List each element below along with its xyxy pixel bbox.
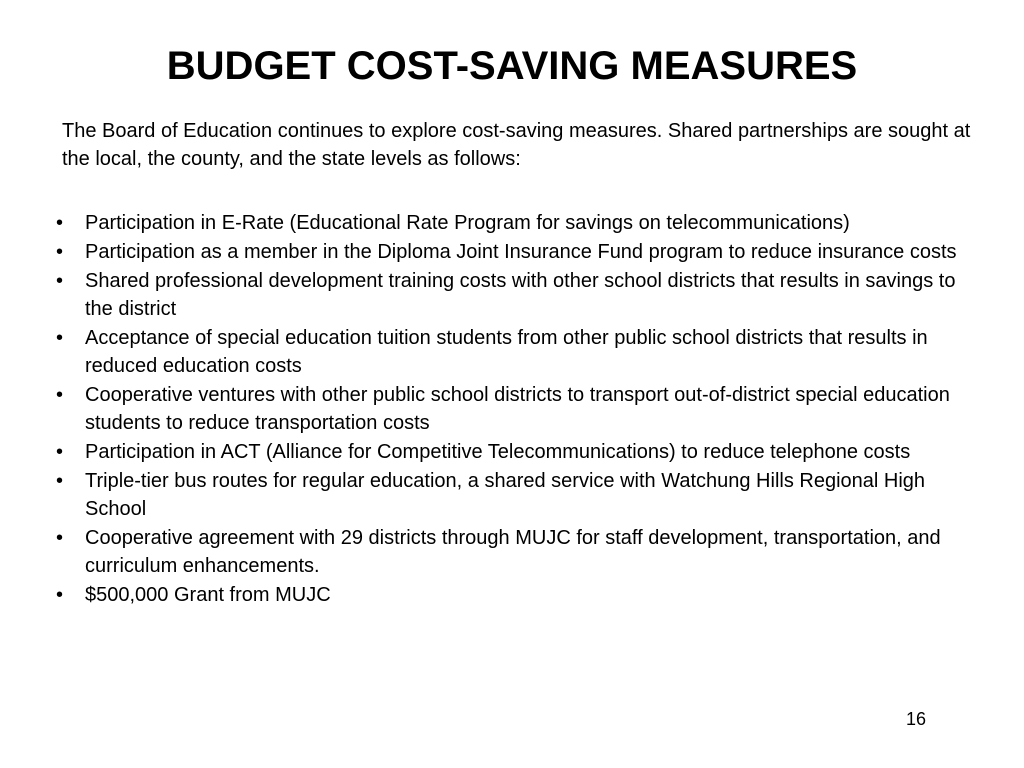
bullet-text: Acceptance of special education tuition students from other public school districts that results in reduced education costs [85, 327, 928, 377]
list-item [56, 381, 981, 437]
bullet-icon: • [56, 384, 64, 406]
bullet-text: Shared professional development training costs with other school districts that results in savings to the district [85, 270, 956, 320]
cost-saving-measures-list [56, 209, 981, 610]
bullet-text: Participation as a member in the Diploma Joint Insurance Fund program to reduce insurance costs [85, 241, 957, 263]
bullet-text: Triple-tier bus routes for regular education, a shared service with Watchung Hills Regional High School [85, 470, 926, 520]
bullet-text: Cooperative ventures with other public school districts to transport out-of-district special education students to reduce transportation costs [85, 384, 950, 434]
bullet-text: Participation in E-Rate (Educational Rate Program for savings on telecommunications) [85, 212, 850, 234]
list-item [56, 438, 981, 466]
list-item [56, 209, 981, 237]
bullet-icon: • [56, 241, 64, 263]
list-item [56, 581, 981, 609]
bullet-icon: • [56, 212, 64, 234]
bullet-icon: • [56, 327, 64, 349]
bullet-text: Participation in ACT (Alliance for Competitive Telecommunications) to reduce telephone costs [85, 441, 911, 463]
list-item [56, 467, 981, 523]
bullet-text: $500,000 Grant from MUJC [85, 584, 331, 606]
list-item [56, 324, 981, 380]
list-item [56, 238, 981, 266]
bullet-icon: • [56, 470, 64, 492]
bullet-icon: • [56, 441, 64, 463]
bullet-icon: • [56, 270, 64, 292]
intro-paragraph: The Board of Education continues to explore cost-saving measures. Shared partnerships are sought at the local, the county, and the state levels as follows: [62, 120, 971, 170]
slide-page-number: 16 [906, 709, 927, 729]
bullet-icon: • [56, 584, 64, 606]
bullet-text: Cooperative agreement with 29 districts through MUJC for staff development, transportation, and curriculum enhancements. [85, 527, 941, 577]
list-item [56, 524, 981, 580]
list-item [56, 267, 981, 323]
slide-title: BUDGET COST-SAVING MEASURES [166, 44, 858, 88]
bullet-icon: • [56, 527, 64, 549]
